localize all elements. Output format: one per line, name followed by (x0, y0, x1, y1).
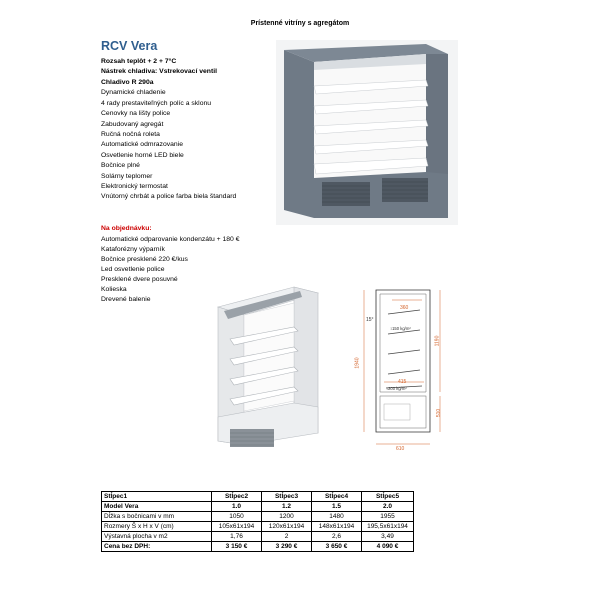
table-cell: 1050 (212, 512, 262, 522)
table-row (102, 512, 414, 522)
spec-item: 4 rady prestaviteľných políc a sklonu (101, 100, 212, 107)
option-item: Bočnice presklené 220 €/kus (101, 256, 188, 263)
spec-item: Osvetlenie horné LED biele (101, 152, 184, 159)
spec-item: Nástrek chladiva: Vstrekovací ventil (101, 68, 217, 75)
table-cell: 3,49 (362, 532, 414, 542)
table-cell: 1.5 (312, 502, 362, 512)
spec-item: Zabudovaný agregát (101, 121, 164, 128)
table-header: Stĺpec2 (212, 492, 262, 502)
table-cell: Model Vera (102, 502, 212, 512)
dim-label: 510 (436, 408, 443, 418)
spec-item: Vnútorný chrbát a police farba biela štandard (101, 193, 237, 200)
spec-item: Automatické odmrazovanie (101, 141, 183, 148)
table-cell: 4 090 € (362, 542, 414, 552)
dim-label: 610 (396, 446, 405, 452)
spec-item: Dynamické chladenie (101, 89, 166, 96)
table-cell: 3 290 € (262, 542, 312, 552)
table-cell: 1.2 (262, 502, 312, 512)
spec-item: Chladivo R 290a (101, 79, 154, 86)
cabinet-photo-white (210, 283, 328, 455)
table-row (102, 542, 414, 552)
table-cell: 1.0 (212, 502, 262, 512)
dim-label: 415 (398, 379, 407, 385)
dim-label: 1940 (354, 357, 361, 369)
table-cell: Dĺžka s bočnicami v mm (102, 512, 212, 522)
table-cell: Rozmery Š x H x V (cm) (102, 522, 212, 532)
table-row (102, 522, 414, 532)
table-cell: 2,6 (312, 532, 362, 542)
table-header: Stĺpec3 (262, 492, 312, 502)
dim-label: 1190 (434, 335, 441, 347)
table-cell: 1,76 (212, 532, 262, 542)
table-cell: 120x61x194 (262, 522, 312, 532)
table-header: Stĺpec5 (362, 492, 414, 502)
dim-label: ↕150 kg/m² (390, 326, 411, 331)
table-cell: 2 (262, 532, 312, 542)
table-cell: 3 650 € (312, 542, 362, 552)
product-name: RCV Vera (101, 39, 158, 53)
cabinet-photo-gray (276, 40, 458, 225)
spec-table (101, 491, 414, 552)
spec-item: Bočnice plné (101, 162, 140, 169)
table-cell: 1200 (262, 512, 312, 522)
table-header-row (102, 492, 414, 502)
option-item: Led osvetlenie police (101, 266, 165, 273)
table-row (102, 532, 414, 542)
option-item: Kataforézny výparník (101, 246, 165, 253)
table-row (102, 502, 414, 512)
page-title: Prístenné vitríny s agregátom (250, 20, 350, 27)
spec-item: Cenovky na lišty police (101, 110, 171, 117)
table-cell: 105x61x194 (212, 522, 262, 532)
option-item: Automatické odparovanie kondenzátu + 180 € (101, 236, 240, 243)
table-cell: 148x61x194 (312, 522, 362, 532)
option-item: Drevené balenie (101, 296, 151, 303)
option-item: Kolieska (101, 286, 127, 293)
dim-label: 15° (366, 317, 374, 323)
table-header: Stĺpec4 (312, 492, 362, 502)
spec-item: Elektronický termostat (101, 183, 168, 190)
spec-item: Rozsah teplôt + 2 + 7°C (101, 58, 177, 65)
spec-item: Solárny teplomer (101, 173, 153, 180)
option-item: Presklené dvere posuvné (101, 276, 178, 283)
table-header: Stĺpec1 (102, 492, 212, 502)
table-cell: 1955 (362, 512, 414, 522)
table-cell: 195,5x61x194 (362, 522, 414, 532)
order-title: Na objednávku: (101, 225, 152, 232)
table-cell: Výstavná plocha v m2 (102, 532, 212, 542)
table-cell: Cena bez DPH: (102, 542, 212, 552)
table-cell: 1480 (312, 512, 362, 522)
dim-label: 360 (400, 305, 409, 311)
spec-item: Ručná nočná roleta (101, 131, 160, 138)
table-cell: 3 150 € (212, 542, 262, 552)
dim-label: ↕200 kg/m² (386, 386, 407, 391)
table-cell: 2.0 (362, 502, 414, 512)
